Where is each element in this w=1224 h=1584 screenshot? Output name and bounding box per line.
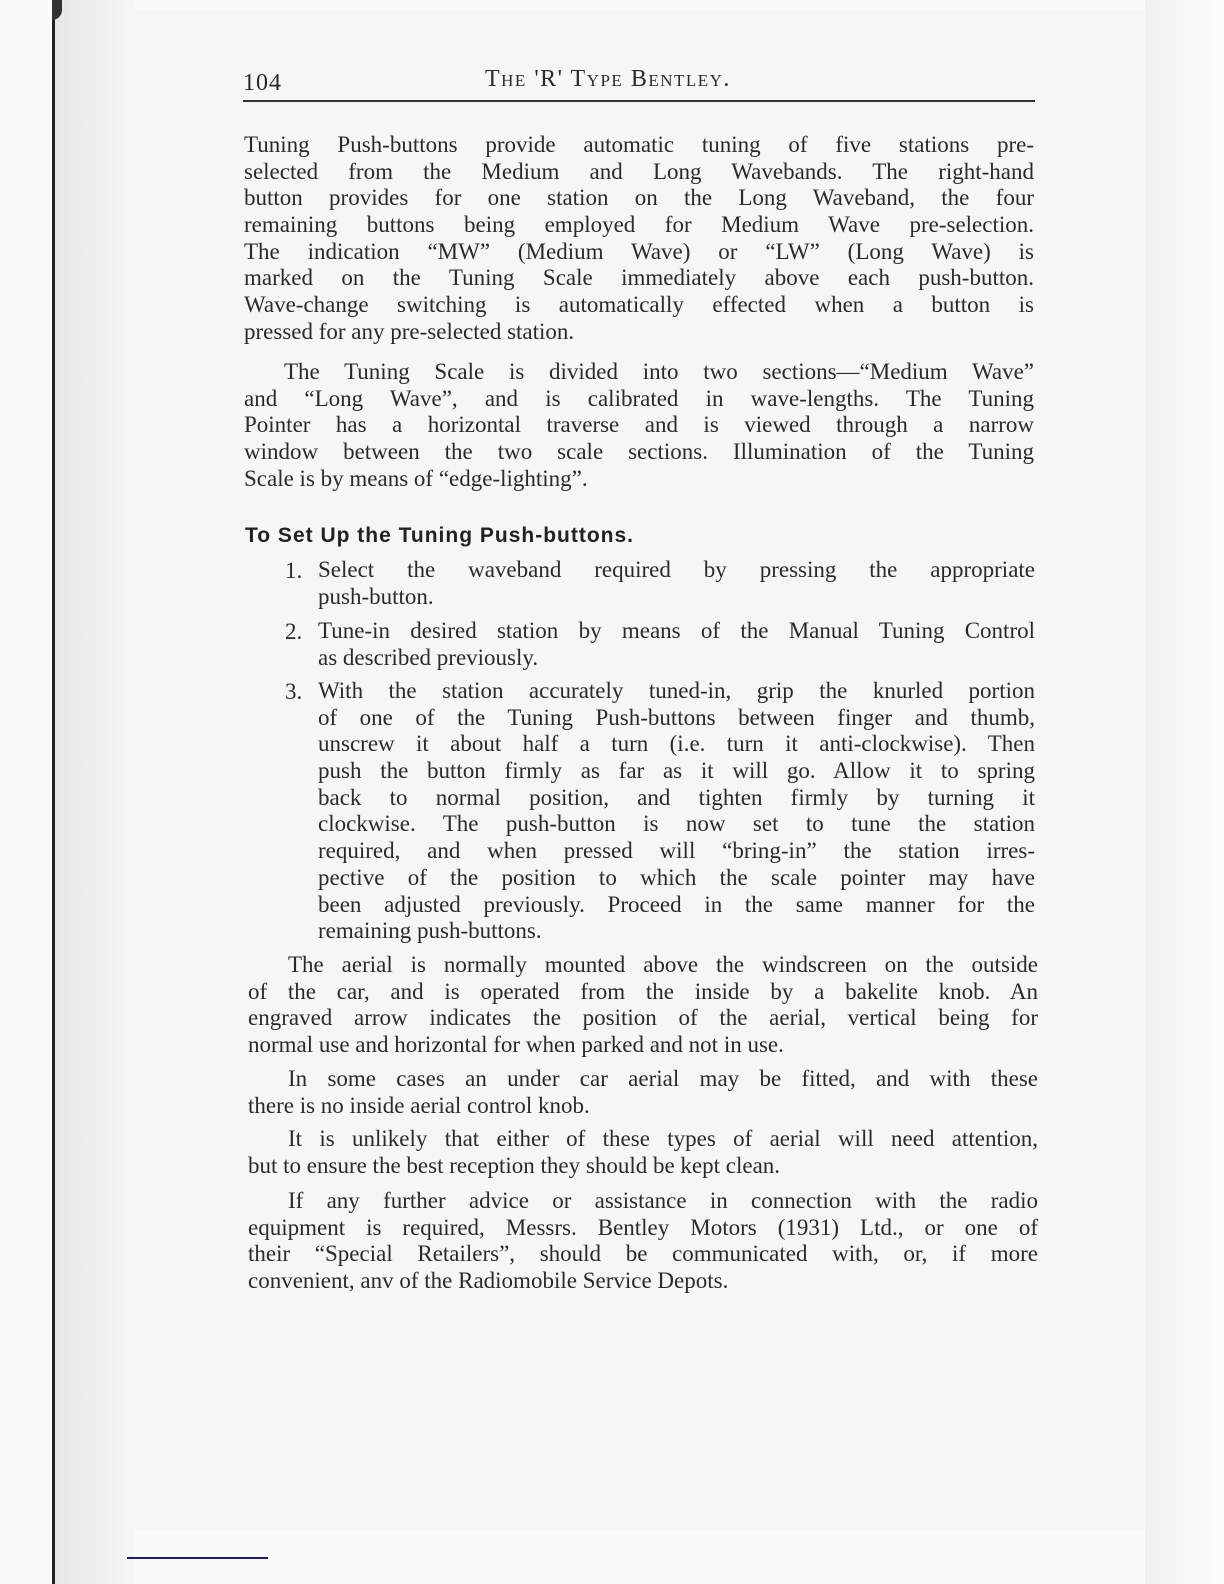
paragraph (244, 132, 1034, 346)
text-line: marked on the Tuning Scale immediately above each push-button. (244, 265, 1034, 291)
text-line: remaining push-buttons. (318, 918, 542, 944)
text-line: their “Special Retailers”, should be communicated with, or, if more (248, 1241, 1038, 1267)
text-line: of one of the Tuning Push-buttons between finger and thumb, (318, 704, 1035, 730)
paragraph (244, 359, 1034, 492)
text-line: there is no inside aerial control knob. (248, 1092, 590, 1118)
paragraph (248, 1066, 1038, 1119)
text-line: as described previously. (318, 644, 539, 670)
page-edge (52, 0, 55, 1584)
text-line: of the car, and is operated from the inside by a bakelite knob. An (248, 978, 1038, 1004)
text-line: been adjusted previously. Proceed in the same manner for the (318, 891, 1035, 917)
text-line: selected from the Medium and Long Wavebands. The right-hand (244, 158, 1034, 184)
text-line: convenient, anv of the Radiomobile Service Depots. (248, 1268, 729, 1294)
header-rule (243, 100, 1035, 102)
text-line: normal use and horizontal for when parked and not in use. (248, 1032, 784, 1058)
text-line: push the button firmly as far as it will go. Allow it to spring (318, 758, 1035, 784)
text-line: back to normal position, and tighten firmly by turning it (318, 784, 1035, 810)
step-item (318, 618, 1035, 671)
text-line: With the station accurately tuned-in, grip the knurled portion (318, 678, 1035, 703)
text-line: It is unlikely that either of these types of aerial will need attention, (288, 1126, 1038, 1151)
text-line: and “Long Wave”, and is calibrated in wave-lengths. The Tuning (244, 385, 1034, 411)
section-heading: To Set Up the Tuning Push-buttons. (245, 524, 635, 547)
step-number: 3. (285, 679, 303, 704)
text-line: pective of the position to which the scale pointer may have (318, 864, 1035, 890)
text-line: Tuning Push-buttons provide automatic tuning of five stations pre- (244, 132, 1034, 157)
text-line: In some cases an under car aerial may be fitted, and with these (288, 1066, 1038, 1091)
text-line: Tune-in desired station by means of the Manual Tuning Control (318, 618, 1035, 643)
text-line: pressed for any pre-selected station. (244, 318, 575, 344)
text-line: The aerial is normally mounted above the windscreen on the outside (288, 952, 1038, 977)
text-line: engraved arrow indicates the position of the aerial, vertical being for (248, 1005, 1038, 1031)
text-line: required, and when pressed will “bring-in” the station irres- (318, 838, 1035, 864)
running-title: The 'R' Type Bentley. (485, 66, 731, 92)
scan-shadow-right (1145, 0, 1224, 1584)
text-line: The indication “MW” (Medium Wave) or “LW” (Long Wave) is (244, 238, 1034, 264)
text-line: equipment is required, Messrs. Bentley Motors (1931) Ltd., or one of (248, 1214, 1038, 1240)
text-line: Select the waveband required by pressing the appropriate (318, 557, 1035, 582)
text-line: push-button. (318, 583, 434, 609)
text-line: Wave-change switching is automatically effected when a button is (244, 292, 1034, 318)
scan-marker-line (127, 1557, 268, 1559)
text-line: The Tuning Scale is divided into two sections—“Medium Wave” (284, 359, 1034, 384)
text-line: but to ensure the best reception they should be kept clean. (248, 1152, 781, 1178)
step-number: 1. (285, 558, 303, 583)
step-item (318, 557, 1035, 610)
text-line: remaining buttons being employed for Medium Wave pre-selection. (244, 212, 1034, 238)
step-number: 2. (285, 619, 303, 644)
text-line: clockwise. The push-button is now set to tune the station (318, 811, 1035, 837)
text-line: If any further advice or assistance in connection with the radio (288, 1188, 1038, 1213)
text-line: Scale is by means of “edge-lighting”. (244, 465, 588, 491)
text-line: Pointer has a horizontal traverse and is viewed through a narrow (244, 412, 1034, 438)
text-line: window between the two scale sections. Illumination of the Tuning (244, 439, 1034, 465)
scan-shadow (55, 0, 135, 1584)
paragraph (248, 952, 1038, 1059)
step-item (318, 678, 1035, 945)
paragraph (248, 1188, 1038, 1295)
page-number: 104 (243, 70, 282, 96)
text-line: button provides for one station on the Long Waveband, the four (244, 185, 1034, 211)
text-line: unscrew it about half a turn (i.e. turn it anti-clockwise). Then (318, 731, 1035, 757)
paragraph (248, 1126, 1038, 1179)
